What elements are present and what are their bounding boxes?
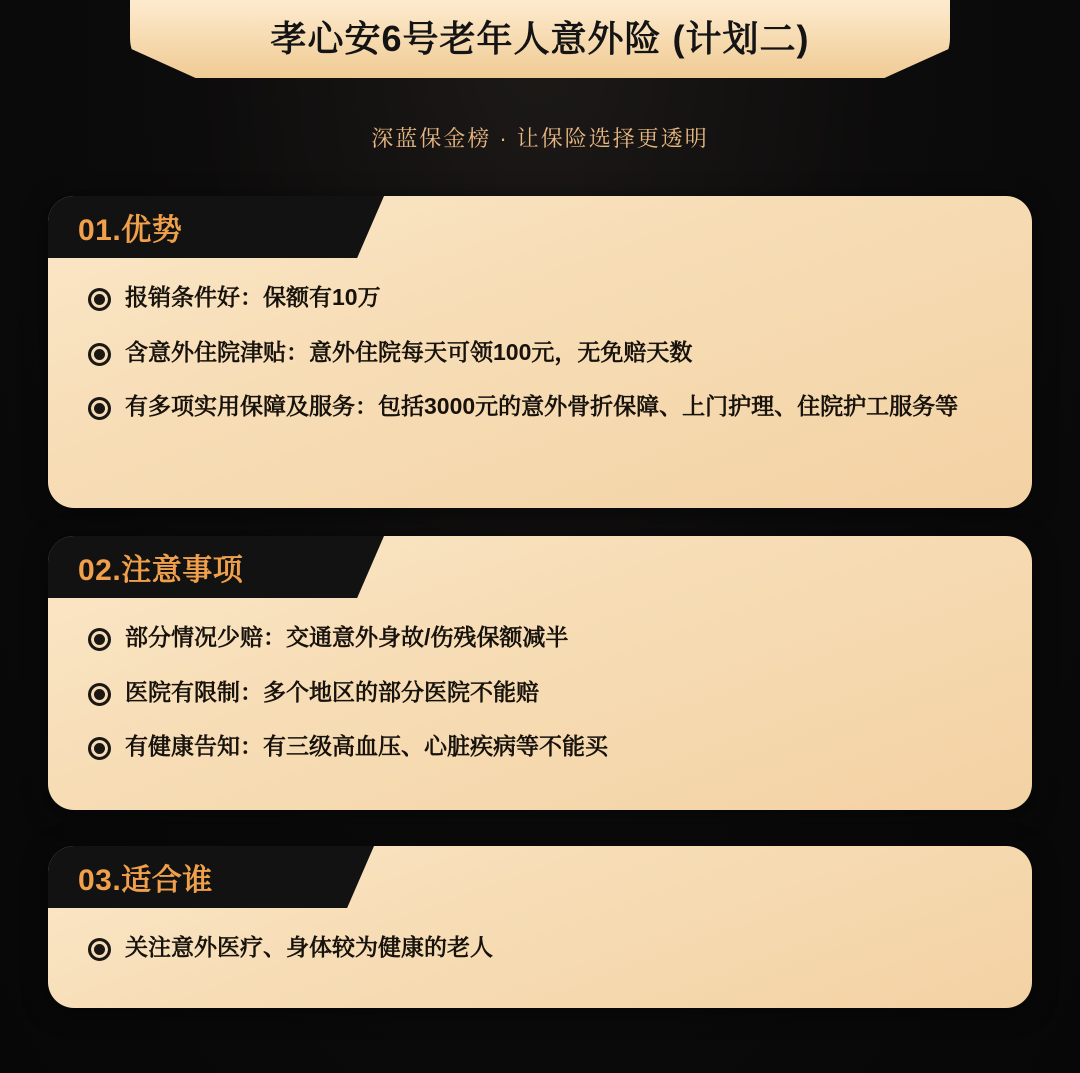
bullet-dot-icon: [88, 288, 111, 311]
bullet-dot-icon: [88, 737, 111, 760]
bullet-dot-icon: [88, 683, 111, 706]
section-target-audience-heading: 03.适合谁: [48, 846, 338, 908]
section-advantages-heading: 01.优势: [48, 196, 348, 258]
section-target-audience-body: [48, 908, 1032, 965]
bullet-dot-icon: [88, 343, 111, 366]
list-item-text: 关注意外医疗、身体较为健康的老人: [125, 934, 493, 960]
list-item: [88, 930, 986, 965]
list-item-text: 报销条件好：保额有10万: [125, 284, 381, 310]
page-title: 孝心安6号老年人意外险 (计划二): [270, 17, 810, 59]
section-target-audience: [48, 846, 1032, 1008]
title-banner: [130, 0, 950, 78]
list-item-text: 部分情况少赔：交通意外身故/伤残保额减半: [125, 624, 569, 650]
list-item-text: 医院有限制：多个地区的部分医院不能赔: [125, 678, 539, 705]
list-item: [88, 620, 986, 655]
list-item-text: 含意外住院津贴：意外住院每天可领100元，无免赔天数: [125, 338, 693, 365]
list-item-text: 有健康告知：有三级高血压、心脏疾病等不能买: [125, 733, 608, 759]
bullet-dot-icon: [88, 397, 111, 420]
list-item: [88, 335, 986, 370]
section-advantages-body: [48, 258, 1032, 424]
list-item: [88, 675, 986, 710]
section-notes-body: [48, 598, 1032, 764]
page-subtitle: 深蓝保金榜 · 让保险选择更透明: [371, 126, 709, 151]
bullet-dot-icon: [88, 628, 111, 651]
list-item-text: 有多项实用保障及服务：包括3000元的意外骨折保障、上门护理、住院护工服务等: [125, 393, 959, 419]
section-advantages: [48, 196, 1032, 508]
list-item: [88, 280, 986, 315]
bullet-dot-icon: [88, 938, 111, 961]
section-notes-heading: 02.注意事项: [48, 536, 348, 598]
list-item: [88, 729, 986, 764]
list-item: [88, 389, 986, 424]
section-notes: [48, 536, 1032, 810]
